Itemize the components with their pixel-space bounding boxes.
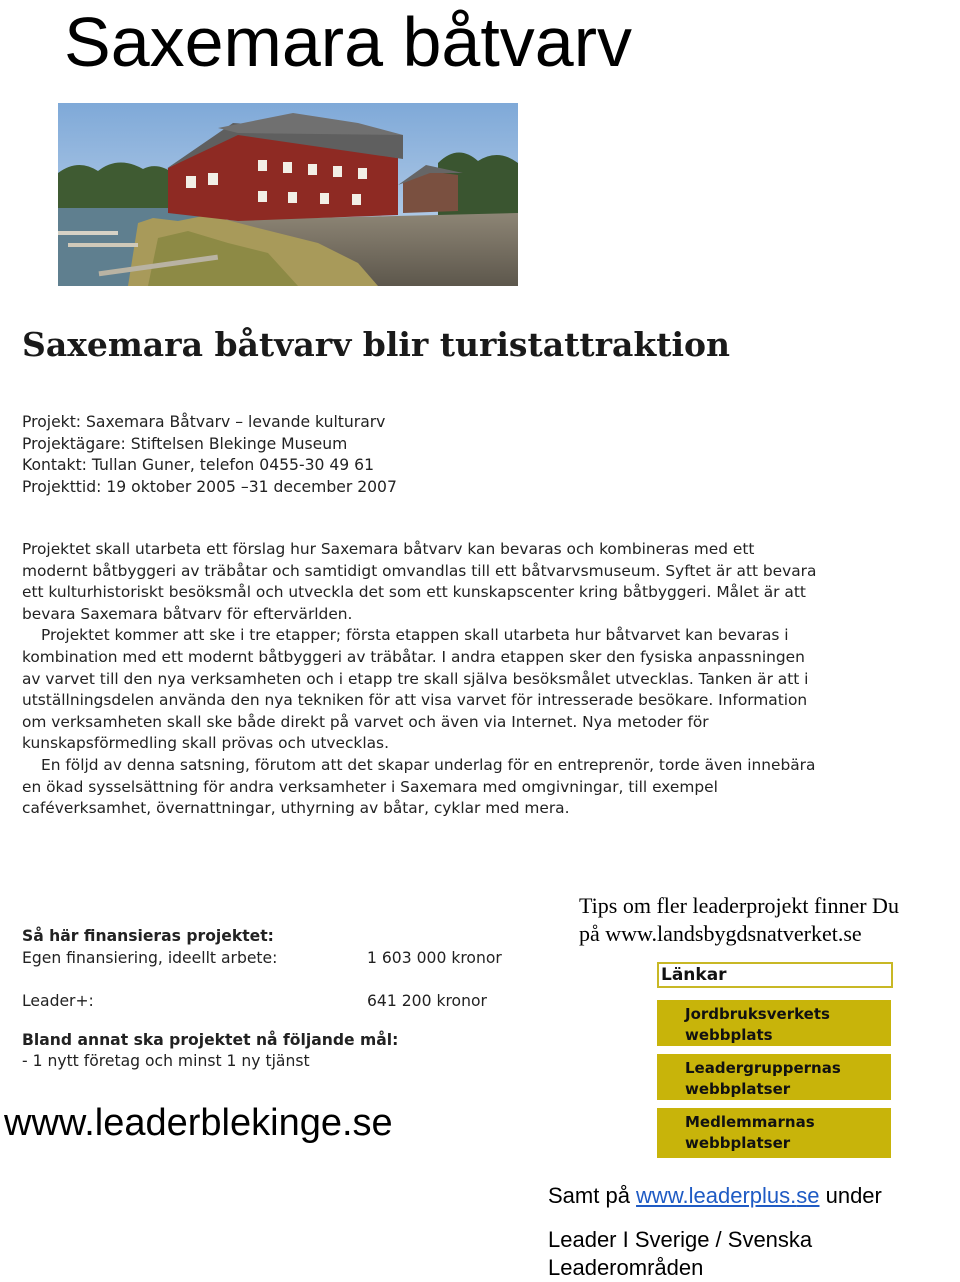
article-headline: Saxemara båtvarv blir turistattraktion bbox=[22, 325, 731, 364]
boatyard-photo bbox=[58, 103, 518, 286]
project-owner: Projektägare: Stiftelsen Blekinge Museum bbox=[22, 434, 348, 453]
samt-line bbox=[548, 1182, 882, 1210]
project-name: Projekt: Saxemara Båtvarv – levande kulturarv bbox=[22, 413, 386, 431]
goals-heading: Bland annat ska projektet nå följande mål: bbox=[22, 1030, 399, 1049]
page-title: Saxemara båtvarv bbox=[64, 3, 633, 81]
financing-amount: 1 603 000 kronor bbox=[367, 948, 502, 967]
samt-prefix: Samt på bbox=[548, 1183, 637, 1208]
link-label: Medlemmarnas webbplatser bbox=[685, 1113, 815, 1152]
leaderplus-link-main: www.leaderplus. bbox=[636, 1183, 797, 1208]
project-info bbox=[22, 412, 397, 499]
project-period: Projekttid: 19 oktober 2005 –31 december 2007 bbox=[22, 478, 397, 497]
financing-label: Leader+: bbox=[22, 991, 94, 1010]
leaderplus-link-tld: se bbox=[796, 1183, 820, 1208]
leaderplus-link[interactable] bbox=[636, 1183, 819, 1208]
tips-text bbox=[579, 892, 899, 948]
leaderblekinge-url: www.leaderblekinge.se bbox=[4, 1102, 393, 1144]
link-leadergrupperna[interactable] bbox=[657, 1054, 891, 1102]
article-paragraph: Projektet skall utarbeta ett förslag hur Saxemara båtvarv kan bevaras och kombineras med ett modernt båtbyggeri av träbåtar och samtidigt omvandlas till ett båtvarvsmuseum. Syftet är att bevara ett kulturhistoriskt besöksmål och utveckla det som ett kunskapscenter kring båtbyggeri. Målet är att bevara Saxemara båtvarv för eftervärlden. bbox=[22, 540, 817, 623]
link-medlemmarna[interactable] bbox=[657, 1108, 891, 1160]
article-paragraph: Projektet kommer att ske i tre etapper; första etappen skall utarbeta hur båtvarvet kan bevaras i kombination med ett modernt båtbyggeri av träbåtar. I andra etappen sker den fysiska anpassningen av varvet till den nya verksamheten och i etapp tre skall själva besöksmålet utvecklas. Tanken är att i utställningsdelen använda den nya tekniken för att visa varvet för intresserade besökare. Information om verksamheten skall ske både direkt på varvet och även via Internet. Nya metoder för kunskapsförmedling skall prövas och utvecklas. bbox=[22, 626, 809, 753]
financing-section bbox=[22, 926, 542, 1073]
link-label: Jordbruksverkets webbplats bbox=[685, 1005, 830, 1044]
tips-line: Tips om fler leaderprojekt finner Du bbox=[579, 893, 899, 918]
financing-row bbox=[22, 948, 542, 970]
financing-amount: 641 200 kronor bbox=[367, 991, 487, 1010]
tips-url-line: på www.landsbygdsnatverket.se bbox=[579, 921, 862, 946]
link-jordbruksverket[interactable] bbox=[657, 1000, 891, 1048]
link-label: Leadergruppernas webbplatser bbox=[685, 1059, 841, 1098]
financing-heading: Så här finansieras projektet: bbox=[22, 927, 274, 945]
samt-suffix: under bbox=[819, 1183, 882, 1208]
links-heading: Länkar bbox=[657, 962, 893, 988]
links-panel bbox=[657, 962, 891, 1160]
article-body bbox=[22, 539, 822, 820]
goal-item: - 1 nytt företag och minst 1 ny tjänst bbox=[22, 1052, 310, 1071]
article-paragraph: En följd av denna satsning, förutom att det skapar underlag för en entreprenör, torde även innebära en ökad sysselsättning för andra verksamheter i Saxemara med omgivningar, till exempel caféverksamhet, övernattningar, uthyrning av båtar, cyklar med mera. bbox=[22, 755, 816, 818]
project-contact: Kontakt: Tullan Guner, telefon 0455-30 49 61 bbox=[22, 456, 375, 475]
financing-label: Egen finansiering, ideellt arbete: bbox=[22, 948, 278, 967]
financing-row bbox=[22, 991, 542, 1013]
leader-sverige-text: Leader I Sverige / Svenska Leaderområden bbox=[548, 1227, 813, 1280]
